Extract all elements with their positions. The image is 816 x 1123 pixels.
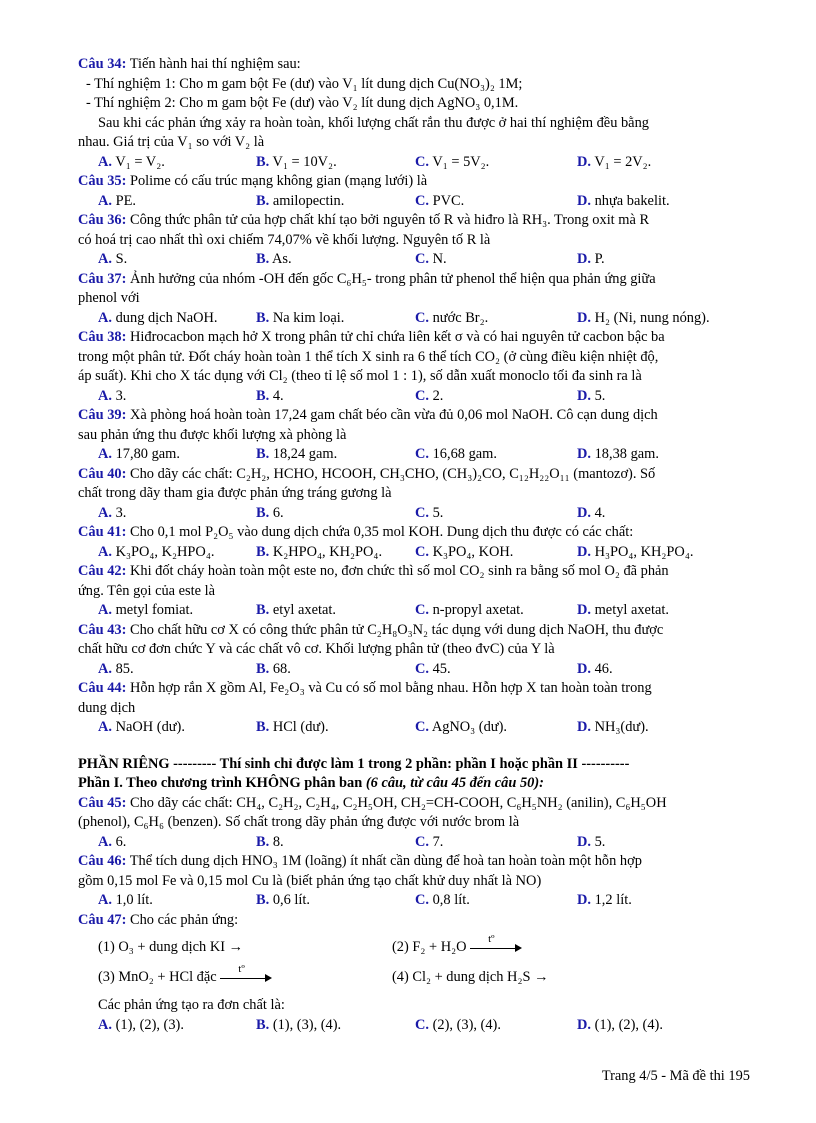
question-label: Câu 39: [78, 407, 127, 423]
question-39 [78, 406, 753, 465]
option-d[interactable]: D. (1), (2), (4). [577, 1016, 663, 1033]
question-text-2: (phenol), C₆H₆ (benzen). Số chất trong dãy phản ứng được với nước brom là [78, 814, 520, 830]
question-label: Câu 37: [78, 270, 127, 287]
option-c[interactable]: C. 45. [415, 660, 451, 677]
option-c[interactable]: C. n-propyl axetat. [415, 602, 524, 618]
options-row [78, 718, 753, 738]
question-36 [78, 211, 753, 270]
question-label: Câu 44: [78, 680, 127, 696]
question-45 [78, 794, 753, 853]
question-label: Câu 45: [78, 794, 127, 811]
reaction-row-1 [78, 930, 753, 960]
option-a[interactable]: A. S. [98, 251, 128, 267]
option-d[interactable]: D. 5. [577, 833, 606, 850]
option-b[interactable]: B. Na kim loại. [256, 309, 345, 326]
option-b[interactable]: B. K₂HPO₄, KH₂PO₄. [256, 543, 383, 560]
reaction-2: (2) F₂ + H₂O tº [392, 938, 522, 958]
option-c[interactable]: C. 7. [415, 833, 444, 850]
option-a[interactable]: A. metyl fomiat. [98, 602, 194, 618]
option-d[interactable]: D. metyl axetat. [577, 602, 669, 618]
question-text-2: sau phản ứng thu được khối lượng xà phòng là [78, 426, 347, 443]
question-37 [78, 270, 753, 329]
options-row [78, 504, 753, 524]
question-text: Khi đốt cháy hoàn toàn một este no, đơn chức thì số mol CO₂ sinh ra bằng số mol O₂ đã phản [129, 563, 669, 579]
question-text-2: có hoá trị cao nhất thì oxi chiếm 74,07% về khối lượng. Nguyên tố R là [78, 231, 491, 248]
option-a[interactable]: A. 3. [98, 504, 127, 521]
question-text: Hỗn hợp rắn X gồm Al, Fe₂O₃ và Cu có số mol bằng nhau. Hỗn hợp X tan hoàn toàn trong [129, 680, 652, 696]
question-text: Cho dãy các chất: C₂H₂, HCHO, HCOOH, CH₃CHO, (CH₃)₂CO, C₁₂H₂₂O₁₁ (mantozơ). Số [129, 465, 656, 482]
option-a[interactable]: A. 3. [98, 387, 127, 404]
option-c[interactable]: C. 5. [415, 504, 444, 521]
question-text-2: dung dịch [78, 699, 136, 716]
option-d[interactable]: D. 1,2 lít. [577, 892, 632, 908]
question-43 [78, 621, 753, 680]
reaction-4: (4) Cl₂ + dung dịch H₂S → [392, 969, 549, 985]
option-b[interactable]: B. etyl axetat. [256, 602, 336, 618]
question-text-2: Các phản ứng tạo ra đơn chất là: [98, 997, 285, 1013]
option-b[interactable]: B. V₁ = 10V₂. [256, 153, 337, 170]
options-row [78, 543, 753, 563]
question-44 [78, 679, 753, 738]
question-35 [78, 172, 753, 211]
question-text: Xà phòng hoá hoàn toàn 17,24 gam chất béo cần vừa đủ 0,06 mol NaOH. Cô cạn dung dịch [129, 407, 658, 423]
options-row [78, 601, 753, 621]
question-label: Câu 34: [78, 56, 127, 72]
option-a[interactable]: A. PE. [98, 192, 137, 209]
question-label: Câu 46: [78, 853, 127, 869]
option-b[interactable]: B. 0,6 lít. [256, 892, 310, 908]
question-text-2: phenol với [78, 290, 140, 306]
option-d[interactable]: D. NH₃(dư). [577, 719, 649, 735]
option-b[interactable]: B. 4. [256, 387, 284, 404]
options-row [78, 1016, 753, 1036]
option-b[interactable]: B. HCl (dư). [256, 719, 329, 735]
question-text-2: ứng. Tên gọi của este là [78, 582, 216, 599]
option-c[interactable]: C. 0,8 lít. [415, 892, 470, 908]
page-footer: Trang 4/5 - Mã đề thi 195 [601, 1068, 750, 1084]
option-a[interactable]: A. 1,0 lít. [98, 892, 153, 908]
option-a[interactable]: A. 6. [98, 833, 127, 850]
option-a[interactable]: A. V₁ = V₂. [98, 153, 165, 170]
option-b[interactable]: B. 8. [256, 833, 284, 850]
option-a[interactable]: A. K₃PO₄, K₂HPO₄. [98, 543, 215, 560]
option-c[interactable]: C. N. [415, 251, 447, 267]
question-label: Câu 38: [78, 329, 127, 345]
option-c[interactable]: C. V₁ = 5V₂. [415, 153, 490, 170]
heat-arrow-icon: tº [220, 973, 272, 983]
option-a[interactable]: A. dung dịch NaOH. [98, 309, 218, 326]
heat-arrow-icon: tº [470, 943, 522, 953]
question-34 [78, 55, 753, 172]
question-38 [78, 328, 753, 406]
option-d[interactable]: D. V₁ = 2V₂. [577, 153, 652, 170]
question-47 [78, 911, 753, 1036]
question-46 [78, 852, 753, 911]
options-row [78, 833, 753, 853]
option-d[interactable]: D. H₂ (Ni, nung nóng). [577, 309, 710, 326]
options-row [78, 660, 753, 680]
option-a[interactable]: A. (1), (2), (3). [98, 1016, 184, 1033]
part-title [78, 774, 753, 794]
option-c[interactable]: C. AgNO₃ (dư). [415, 719, 507, 735]
option-b[interactable]: B. (1), (3), (4). [256, 1016, 342, 1033]
option-a[interactable]: A. 17,80 gam. [98, 446, 180, 462]
reaction-1: (1) O₃ + dung dịch KI → [98, 939, 244, 955]
reaction-row-2 [78, 960, 753, 990]
question-text: Thể tích dung dịch HNO₃ 1M (loãng) ít nhất cần dùng để hoà tan hoàn toàn một hỗn hợp [129, 853, 642, 869]
options-row [78, 250, 753, 270]
part-title-text: Phần I. Theo chương trình KHÔNG phân ban [78, 775, 363, 791]
question-text: Cho 0,1 mol P₂O₅ vào dung dịch chứa 0,35 mol KOH. Dung dịch thu được có các chất: [129, 524, 634, 540]
options-row [78, 192, 753, 212]
question-text-2: chất trong dãy tham gia được phản ứng tráng gương là [78, 485, 392, 501]
options-row [78, 445, 753, 465]
option-d[interactable]: D. P. [577, 251, 605, 267]
question-text: Cho các phản ứng: [129, 911, 239, 928]
question-text-2: chất hữu cơ đơn chức Y và các chất vô cơ. Khối lượng phân tử (theo đvC) của Y là [78, 641, 555, 657]
question-40 [78, 465, 753, 524]
part-title-note: (6 câu, từ câu 45 đến câu 50): [365, 775, 544, 791]
option-c[interactable]: C. 2. [415, 387, 444, 404]
option-c[interactable]: C. K₃PO₄, KOH. [415, 543, 514, 560]
question-text-2: Sau khi các phản ứng xảy ra hoàn toàn, khối lượng chất rắn thu được ở hai thí nghiệm đều bằng [98, 114, 649, 131]
question-42 [78, 562, 753, 621]
option-d[interactable]: D. H₃PO₄, KH₂PO₄. [577, 543, 694, 560]
options-row [78, 387, 753, 407]
question-text-2: trong một phân tử. Đốt cháy hoàn toàn 1 thể tích X sinh ra 6 thể tích CO₂ (ở cùng điều kiện nhiệt độ, [78, 348, 659, 365]
option-c[interactable]: C. nước Br₂. [415, 309, 489, 326]
option-c[interactable]: C. PVC. [415, 192, 465, 209]
question-text-3: nhau. Giá trị của V₁ so với V₂ là [78, 134, 265, 150]
options-row [78, 153, 753, 173]
option-c[interactable]: C. (2), (3), (4). [415, 1016, 501, 1033]
option-b[interactable]: B. 68. [256, 660, 291, 677]
question-label: Câu 42: [78, 563, 127, 579]
question-label: Câu 36: [78, 212, 127, 228]
options-row [78, 891, 753, 911]
option-d[interactable]: D. 46. [577, 660, 613, 677]
question-text: Cho dãy các chất: CH₄, C₂H₂, C₂H₄, C₂H₅OH, CH₂=CH-COOH, C₆H₅NH₂ (anilin), C₆H₅OH [129, 794, 667, 811]
question-label: Câu 43: [78, 621, 127, 638]
question-41 [78, 523, 753, 562]
option-a[interactable]: A. NaOH (dư). [98, 719, 185, 735]
question-label: Câu 41: [78, 524, 127, 540]
options-row [78, 309, 753, 329]
experiment-1: - Thí nghiệm 1: Cho m gam bột Fe (dư) vào V₁ lít dung dịch Cu(NO₃)₂ 1M; [86, 75, 523, 92]
question-text: Tiến hành hai thí nghiệm sau: [129, 56, 301, 72]
question-text: Cho chất hữu cơ X có công thức phân tử C₂H₈O₃N₂ tác dụng với dung dịch NaOH, thu được [129, 621, 664, 638]
option-a[interactable]: A. 85. [98, 660, 134, 677]
question-text: Polime có cấu trúc mạng không gian (mạng lưới) là [129, 173, 428, 189]
question-text: Hiđrocacbon mạch hở X trong phân tử chỉ chứa liên kết σ và có hai nguyên tử cacbon bậc ba [129, 329, 665, 345]
question-label: Câu 47: [78, 911, 127, 928]
experiment-2: - Thí nghiệm 2: Cho m gam bột Fe (dư) vào V₂ lít dung dịch AgNO₃ 0,1M. [86, 95, 519, 111]
question-text-3: áp suất). Khi cho X tác dụng với Cl₂ (theo tỉ lệ số mol 1 : 1), số dẫn xuất monoclo tối đa sinh ra là [78, 368, 642, 384]
option-d[interactable]: D. 4. [577, 504, 606, 521]
option-b[interactable]: B. 18,24 gam. [256, 446, 338, 462]
option-d[interactable]: D. 5. [577, 387, 606, 404]
option-c[interactable]: C. 16,68 gam. [415, 446, 497, 462]
exam-page [78, 55, 753, 1035]
option-b[interactable]: B. 6. [256, 504, 284, 521]
option-d[interactable]: D. nhựa bakelit. [577, 192, 670, 209]
question-label: Câu 35: [78, 173, 127, 189]
question-text-2: gồm 0,15 mol Fe và 0,15 mol Cu là (biết phản ứng tạo chất khử duy nhất là NO) [78, 872, 542, 889]
option-d[interactable]: D. 18,38 gam. [577, 446, 659, 462]
option-b[interactable]: B. amilopectin. [256, 192, 345, 209]
question-text: Ảnh hưởng của nhóm -OH đến gốc C₆H₅- trong phân tử phenol thể hiện qua phản ứng giữa [129, 270, 656, 287]
option-b[interactable]: B. As. [256, 251, 292, 267]
section-title: PHẦN RIÊNG --------- Thí sinh chỉ được làm 1 trong 2 phần: phần I hoặc phần II ---------- [78, 755, 630, 772]
question-text: Công thức phân tử của hợp chất khí tạo bởi nguyên tố R và hiđro là RH₃. Trong oxit mà R [129, 212, 650, 228]
question-label: Câu 40: [78, 465, 127, 482]
reaction-3: (3) MnO₂ + HCl đặc tº [98, 968, 272, 988]
